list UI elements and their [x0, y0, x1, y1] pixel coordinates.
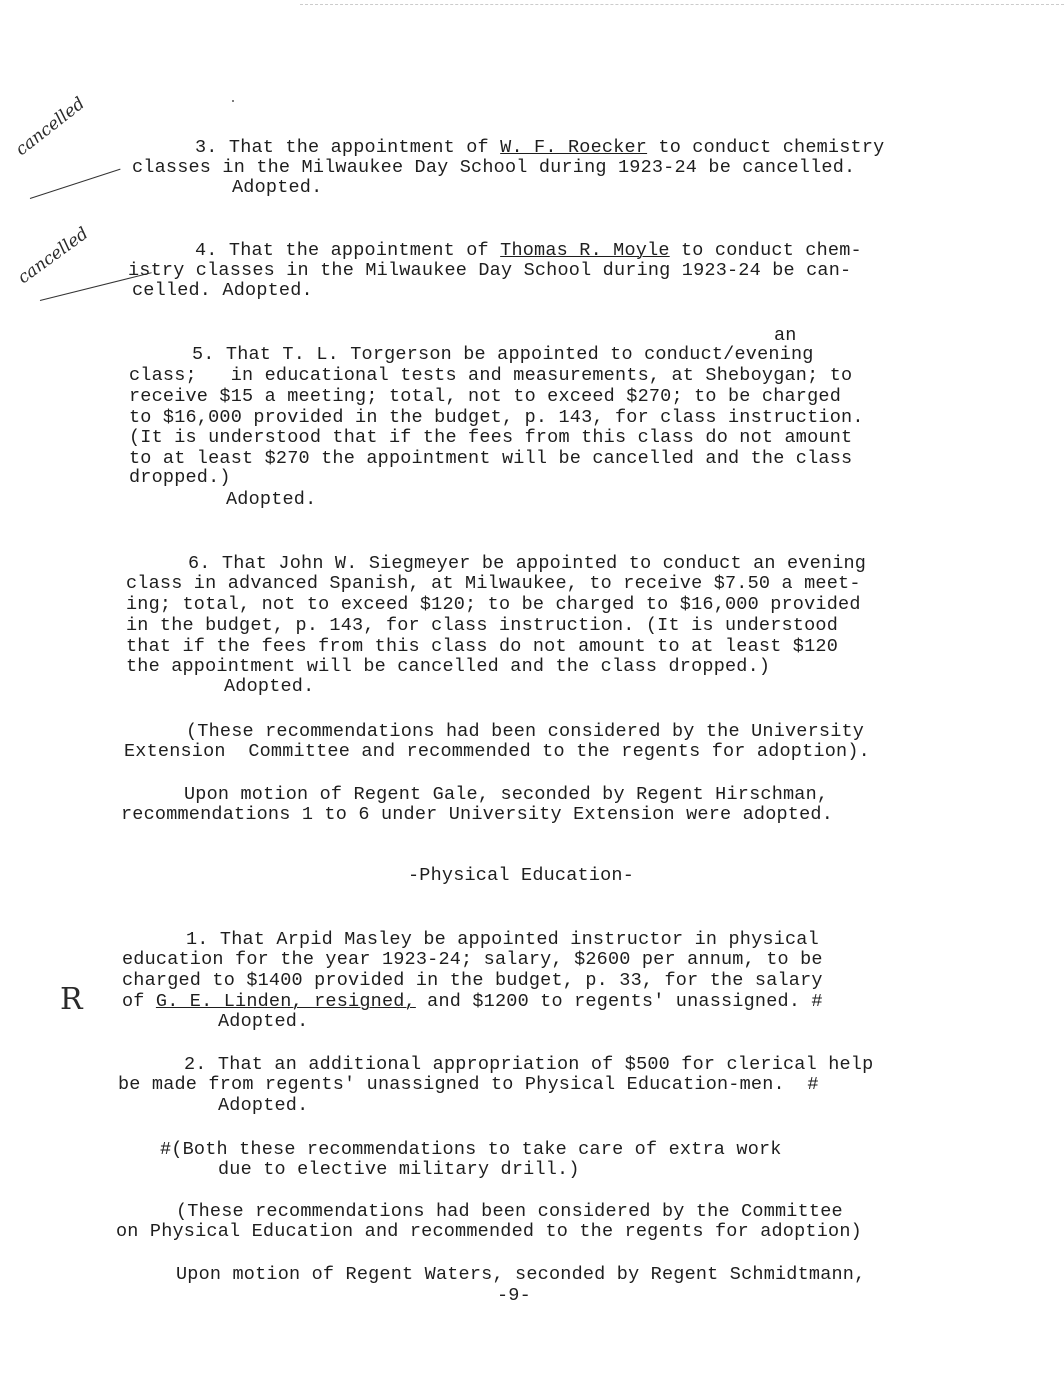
- pe1-name-underlined: G. E. Linden, resigned,: [155, 991, 416, 1012]
- ink-speck: [232, 100, 234, 102]
- handwritten-initial: R: [60, 982, 83, 1017]
- pe1-line4: of G. E. Linden, resigned, and $1200 to regents' unassigned. #: [122, 991, 823, 1012]
- pe1-line3: charged to $1400 provided in the budget, p. 33, for the salary: [122, 970, 823, 991]
- item6-line4: in the budget, p. 143, for class instruction. (It is understood: [126, 615, 839, 636]
- item3-name-underlined: W. F. Roecker: [500, 137, 648, 158]
- pe2-adopted: Adopted.: [218, 1095, 309, 1116]
- item5-line5: (It is understood that if the fees from this class do not amount: [129, 427, 853, 448]
- item3-line2: classes in the Milwaukee Day School during 1923-24 be cancelled.: [132, 157, 856, 178]
- handwritten-note-cancelled: cancelled: [14, 223, 93, 289]
- ext-motion-line2: recommendations 1 to 6 under University Extension were adopted.: [121, 804, 834, 825]
- pe1-line2: education for the year 1923-24; salary, $2600 per annum, to be: [122, 949, 823, 970]
- pe-note-line1: (These recommendations had been considered by the Committee: [176, 1201, 843, 1222]
- pe2-line1: 2. That an additional appropriation of $500 for clerical help: [184, 1054, 874, 1075]
- item5-line2: class; in educational tests and measurements, at Sheboygan; to: [129, 365, 853, 386]
- item3-adopted: Adopted.: [232, 177, 323, 198]
- ext-note-line2: Extension Committee and recommended to the regents for adoption).: [124, 741, 870, 762]
- page-number: -9-: [497, 1285, 531, 1306]
- item4-line3: celled. Adopted.: [132, 280, 313, 301]
- item6-line5: that if the fees from this class do not amount to at least $120: [126, 636, 839, 657]
- footnote-line1: #(Both these recommendations to take care of extra work: [160, 1139, 782, 1160]
- item5-adopted: Adopted.: [226, 489, 317, 510]
- item5-line7: dropped.): [129, 467, 231, 488]
- handwritten-note-cancelled: cancelled: [11, 93, 89, 160]
- item5-line6: to at least $270 the appointment will be cancelled and the class: [129, 448, 853, 469]
- pe-motion-line1: Upon motion of Regent Waters, seconded by Regent Schmidtmann,: [176, 1264, 866, 1285]
- item4-line1: 4. That the appointment of Thomas R. Moyle to conduct chem-: [195, 240, 862, 261]
- scan-edge-rule: [300, 4, 1064, 5]
- item5-line4: to $16,000 provided in the budget, p. 143, for class instruction.: [129, 407, 864, 428]
- item3-line1: 3. That the appointment of W. F. Roecker to conduct chemistry: [195, 137, 885, 158]
- item6-adopted: Adopted.: [224, 676, 315, 697]
- pe1-adopted: Adopted.: [218, 1011, 309, 1032]
- item5-line1: 5. That T. L. Torgerson be appointed to conduct/evening: [192, 344, 814, 365]
- item6-line6: the appointment will be cancelled and the class dropped.): [126, 656, 771, 677]
- ext-note-line1: (These recommendations had been considered by the University: [186, 721, 865, 742]
- item6-line1: 6. That John W. Siegmeyer be appointed to conduct an evening: [188, 553, 867, 574]
- pe-note-line2: on Physical Education and recommended to the regents for adoption): [116, 1221, 862, 1242]
- ext-motion-line1: Upon motion of Regent Gale, seconded by Regent Hirschman,: [184, 784, 829, 805]
- section-heading: -Physical Education-: [408, 865, 635, 886]
- pe1-line1: 1. That Arpid Masley be appointed instructor in physical: [186, 929, 819, 950]
- item4-name-underlined: Thomas R. Moyle: [500, 240, 670, 261]
- footnote-line2: due to elective military drill.): [218, 1159, 580, 1180]
- pe2-line2: be made from regents' unassigned to Physical Education-men. #: [118, 1074, 819, 1095]
- item4-line2: istry classes in the Milwaukee Day School during 1923-24 be can-: [128, 260, 852, 281]
- item5-insertion: an: [774, 325, 797, 346]
- item6-line2: class in advanced Spanish, at Milwaukee, to receive $7.50 a meet-: [126, 573, 861, 594]
- item6-line3: ing; total, not to exceed $120; to be charged to $16,000 provided: [126, 594, 861, 615]
- item5-line3: receive $15 a meeting; total, not to exceed $270; to be charged: [129, 386, 842, 407]
- handwritten-stroke: [30, 169, 121, 199]
